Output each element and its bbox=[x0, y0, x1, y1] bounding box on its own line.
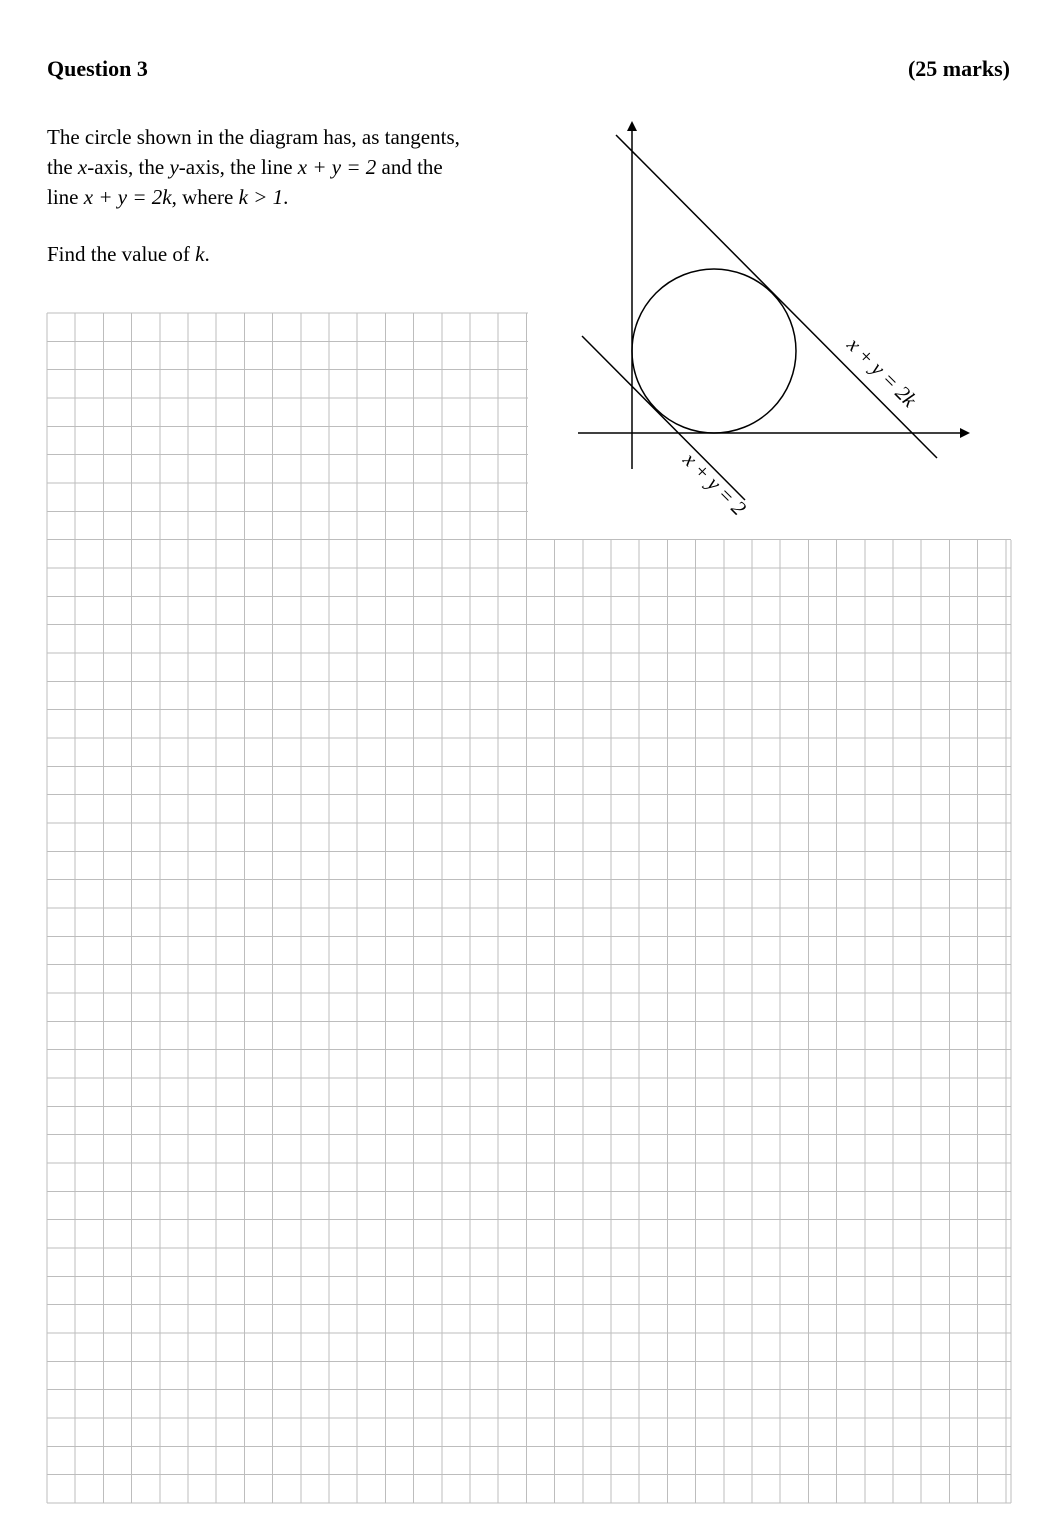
text: -axis, the bbox=[87, 155, 170, 179]
line-x-plus-y-eq-2k bbox=[616, 135, 937, 458]
text: . bbox=[204, 242, 210, 266]
text: -axis, the line bbox=[178, 155, 298, 179]
text: line bbox=[47, 185, 84, 209]
equation-line-2: x + y = 2 bbox=[297, 155, 377, 179]
var-y: y bbox=[169, 155, 179, 179]
question-line-1: The circle shown in the diagram has, as tangents, bbox=[47, 125, 460, 149]
equation-line-2k: x + y = 2k bbox=[83, 185, 172, 209]
text: . bbox=[283, 185, 289, 209]
condition-k: k > 1 bbox=[238, 185, 284, 209]
question-number: Question 3 bbox=[47, 56, 148, 81]
var-k: k bbox=[195, 242, 205, 266]
label-x-plus-y-eq-2k: x + y = 2k bbox=[842, 332, 922, 412]
text: and the bbox=[376, 155, 443, 179]
text: the bbox=[47, 155, 78, 179]
label-x-plus-y-eq-2: x + y = 2 bbox=[678, 447, 751, 521]
text: , where bbox=[171, 185, 239, 209]
marks-label: (25 marks) bbox=[907, 56, 1010, 81]
text: Find the value of bbox=[47, 242, 196, 266]
var-x: x bbox=[77, 155, 88, 179]
tangent-circle bbox=[632, 269, 796, 433]
